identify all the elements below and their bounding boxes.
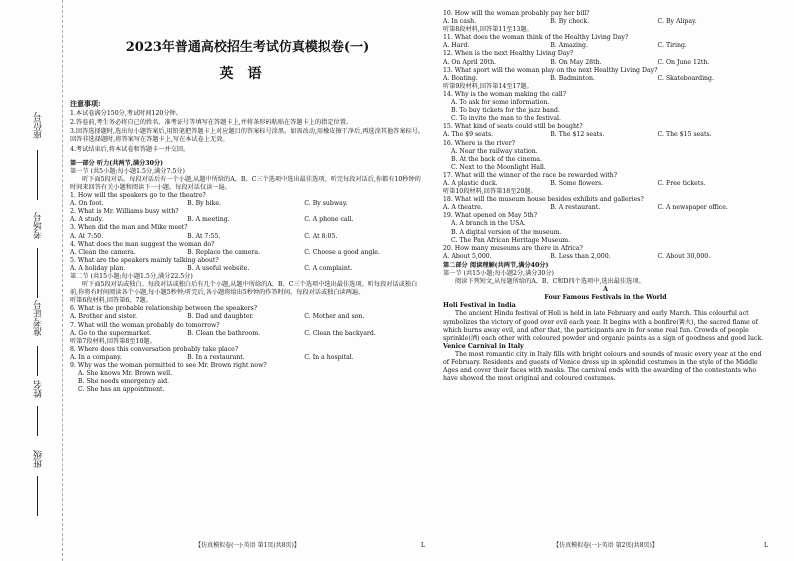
option: A. On foot. — [70, 200, 104, 208]
material-note: 听第9段材料,回答第14至17题。 — [443, 82, 533, 90]
option: B. Dad and daughter. — [187, 313, 254, 321]
question: 8. Where does this conversation probably take place? — [70, 345, 239, 353]
option: C. By Alipay. — [657, 18, 697, 26]
options — [70, 200, 425, 208]
question: 12. When is the next Healthy Living Day? — [443, 50, 574, 58]
option: B. On May 28th. — [550, 58, 602, 66]
page-left — [70, 10, 425, 550]
footer-mark: L — [764, 541, 768, 549]
option: A. In cash. — [443, 18, 477, 26]
option: B. A restaurant. — [550, 204, 601, 212]
footer-text: 【仿真模拟卷(一)·英语 第1页(共8页)】 — [195, 541, 300, 549]
question: 9. Why was the woman permitted to see Mr. Brown right now? — [70, 362, 267, 369]
option: A. About 5,000. — [443, 252, 492, 260]
option: C. She has an appointment. — [78, 386, 165, 394]
question: 18. What will the museum house besides exhibits and galleries? — [443, 196, 644, 204]
options — [70, 313, 425, 321]
option: C. By subway. — [304, 200, 348, 208]
admission-number-label: 准考证号 — [34, 300, 44, 336]
passage-title: Four Famous Festivals in the World — [544, 294, 667, 302]
option: B. Amazing. — [550, 42, 588, 50]
material-note: 听第10段材料,回答第18至20题。 — [443, 188, 537, 196]
option: C. In a hospital. — [304, 353, 354, 361]
option: A. A plastic duck. — [443, 179, 498, 187]
option: B. Replace the camera. — [187, 248, 261, 256]
option: A. A holiday plan. — [70, 264, 126, 272]
material-note: 听第6段材料,回答第6、7题。 — [70, 297, 152, 305]
passage-letter: A — [603, 286, 608, 294]
option: B. Less than 2,000. — [550, 252, 611, 260]
question: 13. What sport will the woman play on the next Healthy Living Day? — [443, 66, 658, 74]
option: A. A theatre. — [443, 204, 483, 212]
festival-heading: Holi Festival in India — [443, 302, 516, 310]
section-heading: 第一节 (共5小题;每小题1.5分,满分7.5分) — [70, 167, 185, 175]
options — [443, 18, 768, 26]
options — [443, 59, 768, 67]
options — [443, 253, 768, 261]
question: 16. Where is the river? — [443, 139, 515, 147]
option: A. Brother and sister. — [70, 313, 138, 321]
option: A. The $9 seats. — [443, 131, 494, 139]
option: B. By check. — [550, 18, 590, 26]
option: A. She knows Mr. Brown well. — [78, 370, 173, 378]
notice-item: 1.本试卷满分150分,考试时间120分钟。 — [70, 110, 182, 118]
paragraph: The ancient Hindu festival of Holi is held in late February and early March. This colourful act symbolizes the victory of good over evil each year. It begins with a bonfire(篝火), the sacred flame of which burns away evil, and after that, the participants are in for some real fun. Crowds of people sprinkle(洒) each other with coloured powder and organic paints as a sign of goodness and good luck. — [443, 310, 764, 342]
footer-mark: L — [421, 541, 425, 549]
option: B. By bike. — [187, 200, 221, 208]
option: A. Clean the camera. — [70, 248, 136, 256]
exam-room-label: 考场号 — [34, 212, 44, 239]
question: 14. Why is the woman making the call? — [443, 90, 567, 98]
option: A. Go to the supermarket. — [70, 329, 152, 337]
question: 3. When did the man and Mike meet? — [70, 224, 188, 232]
option: B. She needs emergency aid. — [78, 378, 170, 386]
question: 20. How many museums are there in Africa? — [443, 244, 583, 252]
option: B. Badminton. — [550, 74, 595, 82]
options — [70, 330, 425, 338]
options — [70, 354, 425, 362]
option: A. A study. — [70, 216, 104, 224]
options — [443, 180, 768, 188]
option: B. Clean the bathroom. — [187, 329, 261, 337]
question: 17. What will the winner of the race be rewarded with? — [443, 171, 618, 179]
section-instructions: 听下面5段对话或独白。每段对话或独白后有几个小题,从题中所给的A、B、C三个选项中选出最佳选项。听每段对话或独白前,你将有时间阅读各个小题,每小题5秒钟;听完后,各小题将给出5秒钟的作答时间。每段对话或独白读两遍。 — [70, 281, 418, 297]
subject-title: 英语 — [219, 66, 276, 82]
notice-item: 4.考试结束后,将本试卷和答题卡一并交回。 — [70, 145, 190, 153]
option: C. A phone call. — [304, 216, 354, 224]
option: C. Choose a good angle. — [304, 248, 380, 256]
question: 5. What are the speakers mainly talking about? — [70, 256, 219, 264]
material-note: 听第8段材料,回答第11至13题。 — [443, 26, 533, 34]
notice-heading: 注意事项: — [70, 99, 101, 109]
name-label: 姓名 — [34, 380, 44, 398]
class-label: 班级 — [34, 450, 44, 468]
fill-line — [37, 248, 38, 298]
option: B. At the back of the cinema. — [451, 155, 542, 163]
question: 7. What will the woman probably do tomorrow? — [70, 321, 220, 329]
option: C. Mother and son. — [304, 313, 365, 321]
page-right — [443, 10, 768, 550]
option: C. Free tickets. — [657, 179, 706, 187]
question: 15. What kind of seats could still be bought? — [443, 123, 583, 131]
options — [70, 249, 425, 257]
footer-text: 【仿真模拟卷(一)·英语 第2页(共8页)】 — [553, 541, 658, 549]
option: C. On June 12th. — [657, 58, 710, 66]
option: A. In a company. — [70, 353, 122, 361]
question: 1. How will the speakers go to the theatre? — [70, 192, 206, 200]
option: A. Near the railway station. — [451, 147, 538, 155]
option: C. The $15 seats. — [657, 131, 712, 139]
page-footer — [443, 542, 768, 550]
option: C. About 30,000. — [657, 252, 711, 260]
notice-item: 3.回答选择题时,选出每小题答案后,用铅笔把答题卡上对应题目的答案标号涂黑。如需改动,用橡皮擦干净后,再选涂其他答案标号。回答非选择题时,将答案写在答题卡上,写在本试卷上无效。 — [70, 128, 425, 144]
section-heading: 第二节 (共15小题;每小题1.5分,满分22.5分) — [70, 272, 193, 280]
option: C. Next to the Moonlight Hall. — [451, 163, 546, 171]
binding-strip — [0, 0, 63, 561]
option: C. A complaint. — [304, 264, 353, 272]
option: C. Clean the backyard. — [304, 329, 376, 337]
option: C. At 8:05. — [304, 232, 338, 240]
option: C. Tiring. — [657, 42, 687, 50]
option: C. To invite the man to the festival. — [451, 115, 561, 123]
option: C. The Pan African Heritage Museum. — [451, 236, 571, 244]
option: B. The $12 seats. — [550, 131, 605, 139]
section-heading: 第一节 (共15小题;每小题2分,满分30分) — [443, 270, 554, 277]
option: A. On April 20th. — [443, 58, 497, 66]
paragraph: The most romantic city in Italy fills with bright colours and sounds of music every year at the end of February. Residents and guests of Venice dress up in splendid costumes in the style of the Middle Ages and cover their faces with masks. The carnival ends with the awarding of the contestants who have showed the most original and coloured costumes. — [443, 350, 762, 383]
notice-block — [70, 100, 425, 154]
option: B. A meeting. — [187, 216, 230, 224]
material-note: 听第7段材料,回答第8至10题。 — [70, 337, 156, 345]
question: 6. What is the probable relationship between the speakers? — [70, 305, 258, 313]
fill-line — [37, 150, 38, 200]
question: 2. What is Mr. Williams busy with? — [70, 208, 179, 216]
section-instructions: 听下面5段对话。每段对话后有一个小题,从题中所给的A、B、C三个选项中选出最佳选项。听完每段对话后,你都有10秒钟的时间来回答有关小题和阅读下一小题。每段对话仅读一遍。 — [70, 175, 421, 191]
option: A. To ask for some information. — [451, 99, 550, 107]
part-heading: 第二部分 阅读理解(共两节,满分40分) — [443, 261, 549, 269]
option: C. A newspaper office. — [657, 204, 728, 212]
option: A. At 7:50. — [70, 232, 104, 240]
fill-line — [37, 406, 38, 436]
options — [70, 216, 425, 224]
options — [70, 233, 425, 241]
fill-line — [37, 346, 38, 376]
options — [443, 131, 768, 139]
options — [443, 204, 768, 212]
option: B. Some flowers. — [550, 179, 604, 187]
option: A. Boating. — [443, 74, 478, 82]
question: 11. What does the woman think of the Healthy Living Day? — [443, 34, 629, 42]
notice-item: 2.答卷前,考生务必将自己的姓名、准考证号等填写在答题卡上,并将条形码粘贴在答题卡上的指定位置。 — [70, 119, 353, 127]
seat-number-label: 座位号 — [34, 112, 44, 139]
option: B. A digital version of the museum. — [451, 228, 562, 236]
part-heading: 第一部分 听力(共两节,满分30分) — [70, 159, 164, 167]
option: B. To buy tickets for the jazz band. — [451, 107, 560, 115]
exam-title: 2023年普通高校招生考试仿真模拟卷(一) — [125, 40, 370, 55]
question: 10. How will the woman probably pay her bill? — [443, 10, 590, 17]
options — [443, 75, 768, 83]
section-instructions: 阅读下列短文,从每题所给的A、B、C和D四个选项中,选出最佳选项。 — [455, 278, 645, 286]
option: C. Skateboarding. — [657, 74, 714, 82]
question: 4. What does the man suggest the woman do? — [70, 240, 215, 248]
question: 19. What opened on May 5th? — [443, 212, 538, 220]
festival-heading: Venice Carnival in Italy — [443, 342, 524, 350]
option: A. A branch in the USA. — [451, 220, 526, 228]
option: B. At 7:55. — [187, 232, 221, 240]
options — [443, 42, 768, 50]
page-footer — [70, 542, 425, 550]
option: B. In a restaurant. — [187, 353, 245, 361]
fill-line — [37, 476, 38, 516]
option: A. Hard. — [443, 42, 470, 50]
option: B. A useful website. — [187, 264, 250, 272]
options — [70, 265, 425, 273]
